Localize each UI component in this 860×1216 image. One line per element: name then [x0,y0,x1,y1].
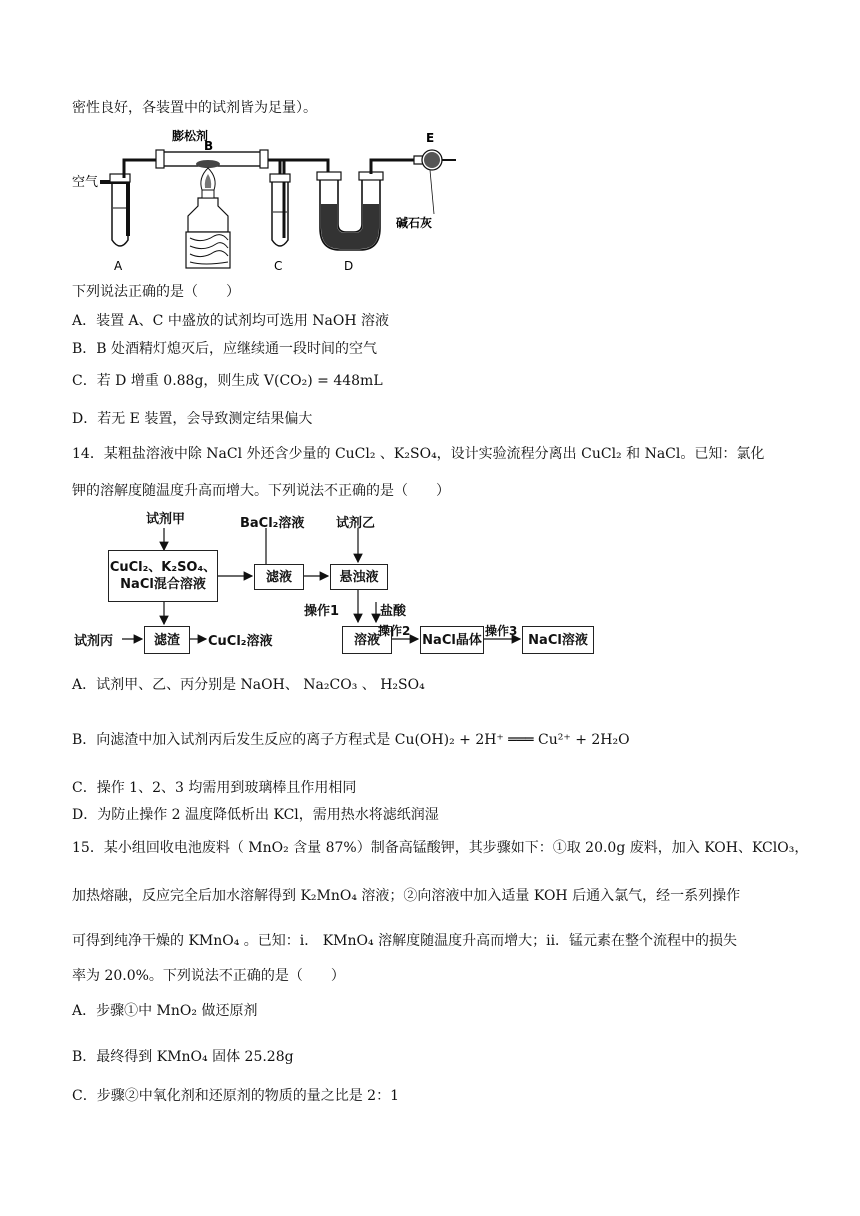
op2-label: 操作2 [378,624,411,638]
q13-stem: 下列说法正确的是（ ） [72,284,240,300]
q13-option-c: C．若 D 增重 0.88g，则生成 V(CO₂) = 448mL [72,373,383,389]
q14-option-b: B．向滤渣中加入试剂丙后发生反应的离子方程式是 Cu(OH)₂ + 2H⁺ ═══ Cu²⁺ + 2H₂O [72,732,630,748]
apparatus-figure [72,128,472,274]
label-d: D [344,259,354,273]
q13-option-d: D．若无 E 装置，会导致测定结果偏大 [72,411,313,427]
q15-line1: 15．某小组回收电池废料（ MnO₂ 含量 87%）制备高锰酸钾，其步骤如下：①取 20.0g 废料，加入 KOH、KClO₃， [72,840,809,856]
cucl2-solution-label: CuCl₂溶液 [208,634,273,649]
reagent-c-label: 试剂丙 [74,634,114,649]
q13-option-b: B．B 处酒精灯熄灭后，应继续通一段时间的空气 [72,341,378,357]
op3-label: 操作3 [485,624,518,638]
q15-line4: 率为 20.0%。下列说法不正确的是（ ） [72,968,345,984]
q14-option-d: D．为防止操作 2 温度降低析出 KCl，需用热水将滤纸润湿 [72,807,439,823]
op1-label: 操作1 [304,604,340,619]
q15-line3: 可得到纯净干燥的 KMnO₄ 。已知：ⅰ． KMnO₄ 溶解度随温度升高而增大；ⅱ．锰元素在整个流程中的损失 [72,933,738,949]
filtrate-box: 滤液 [254,564,304,590]
suspension-box: 悬浊液 [330,564,388,590]
label-c: C [274,259,283,273]
q14-option-c: C．操作 1、2、3 均需用到玻璃棒且作用相同 [72,780,357,796]
nacl-solution-box: NaCl溶液 [522,626,594,654]
label-e: E [426,131,435,145]
reagent-b-label: 试剂乙 [336,516,376,531]
nacl-crystal-box: NaCl晶体 [420,626,484,654]
q15-option-c: C．步骤②中氧化剂和还原剂的物质的量之比是 2：1 [72,1088,399,1104]
soda-lime-label: 碱石灰 [396,216,433,230]
label-a: A [114,259,123,273]
q13-option-a: A．装置 A、C 中盛放的试剂均可选用 NaOH 溶液 [72,313,390,329]
residue-box: 滤渣 [144,626,190,654]
intro-tail: 密性良好，各装置中的试剂皆为足量）。 [72,100,317,116]
q14-option-a: A．试剂甲、乙、丙分别是 NaOH、 Na₂CO₃ 、 H₂SO₄ [72,677,425,693]
air-label: 空气 [72,175,99,190]
leavening-agent-label: 膨松剂 [172,129,209,143]
mixture-line1: CuCl₂、K₂SO₄、 [109,560,217,575]
q14-stem-line2: 钾的溶解度随温度升高而增大。下列说法不正确的是（ ） [72,483,450,499]
mixture-box [108,550,218,602]
bacl2-label: BaCl₂溶液 [240,516,305,531]
reagent-a-label: 试剂甲 [146,512,186,527]
label-b: B [204,139,214,153]
mixture-line2: NaCl混合溶液 [120,577,206,592]
q14-stem-line1: 14．某粗盐溶液中除 NaCl 外还含少量的 CuCl₂ 、K₂SO₄，设计实验流程分离出 CuCl₂ 和 NaCl。已知：氯化 [72,446,765,462]
q15-option-a: A．步骤①中 MnO₂ 做还原剂 [72,1003,258,1019]
separation-flowchart [72,506,602,664]
q15-option-b: B．最终得到 KMnO₄ 固体 25.28g [72,1049,294,1065]
q15-line2: 加热熔融，反应完全后加水溶解得到 K₂MnO₄ 溶液；②向溶液中加入适量 KOH 后通入氯气，经一系列操作 [72,888,741,904]
solution-box: 溶液 [342,626,392,654]
hcl-label: 盐酸 [380,604,407,619]
